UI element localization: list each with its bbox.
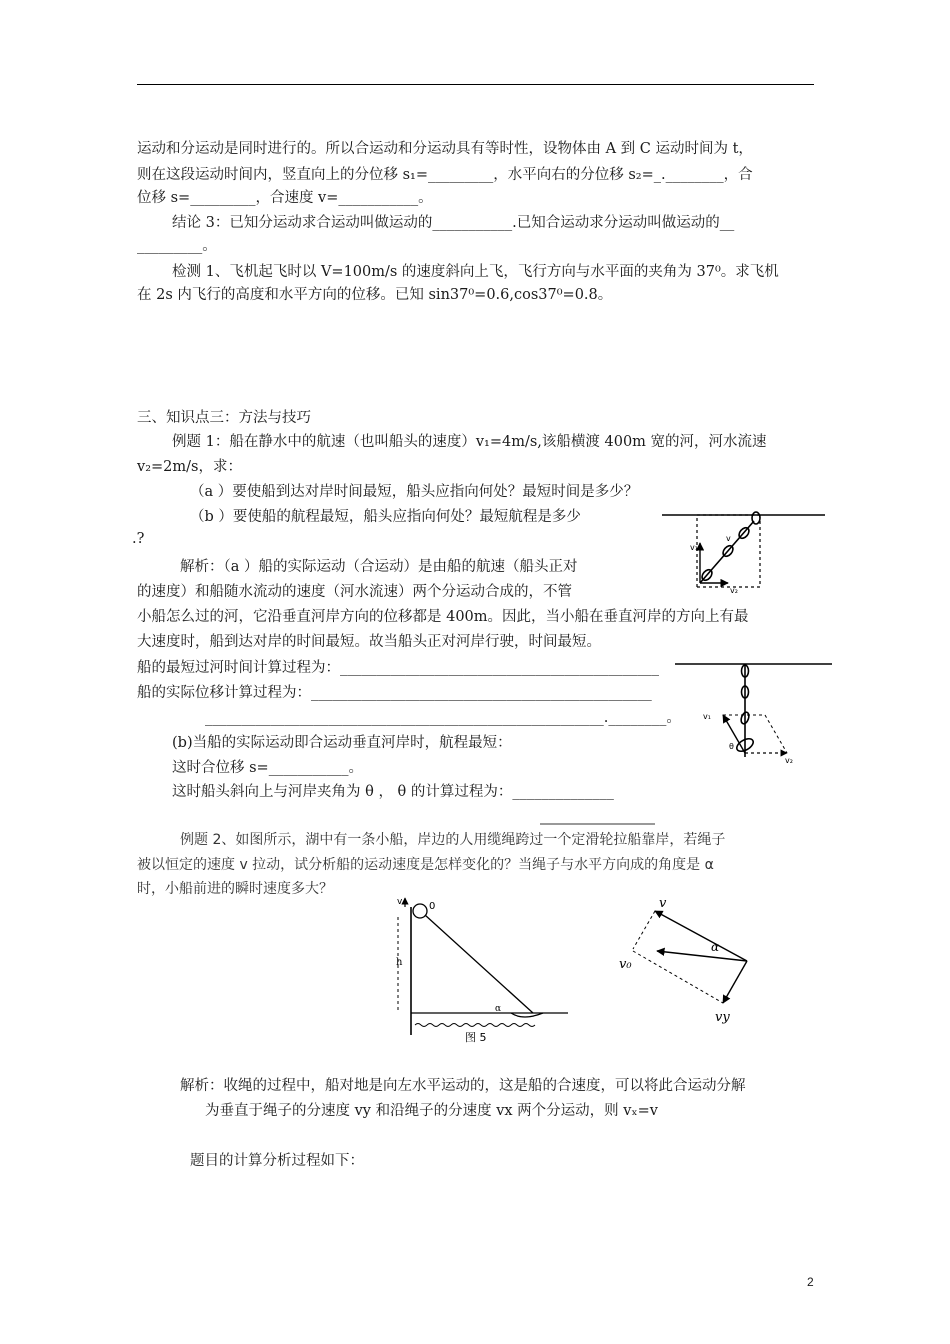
text-line: 的速度）和船随水流动的速度（河水流速）两个分运动合成的，不管 <box>137 584 572 600</box>
v2-label: v₂ <box>785 756 793 765</box>
text-line: v₂=2m/s，求： <box>137 459 242 475</box>
o-label: 0 <box>429 901 436 912</box>
h-label: h <box>396 957 403 968</box>
figure-velocity-decomposition <box>615 895 760 1025</box>
text-line: 为垂直于绳子的分速度 vy 和沿绳子的分速度 vx 两个分运动，则 vₓ=v <box>205 1103 658 1119</box>
text-line: 解析：收绳的过程中，船对地是向左水平运动的，这是船的合速度，可以将此合运动分解 <box>180 1078 746 1094</box>
text-line: 船的实际位移计算过程为：_______________________________________________ <box>137 685 652 701</box>
alpha-label: α <box>711 940 720 954</box>
v-label: v <box>726 534 731 543</box>
text-line: 位移 s=_________，合速度 v=___________。 <box>137 190 433 206</box>
vy-label: vy <box>715 1010 730 1025</box>
v-label: v <box>659 896 667 911</box>
v-arrow <box>655 911 747 961</box>
text-line: 结论 3：已知分运动求合运动叫做运动的___________.已知合运动求分运动叫做运动的__ <box>172 215 735 231</box>
alpha-label: α <box>495 1004 502 1014</box>
section-heading: 三、知识点三：方法与技巧 <box>137 410 311 426</box>
text-line: (b)当船的实际运动即合运动垂直河岸时，航程最短： <box>172 735 512 751</box>
v1-label: v₁ <box>690 543 698 552</box>
text-line: 例题 1：船在静水中的航速（也叫船头的速度）v₁=4m/s,该船横渡 400m 宽的河，河水流速 <box>172 434 767 450</box>
v2-label: v₂ <box>730 586 738 595</box>
figure-rope-boat <box>393 895 578 1045</box>
text-line: 例题 2、如图所示，湖中有一条小船，岸边的人用缆绳跨过一个定滑轮拉船靠岸，若绳子 <box>180 832 726 848</box>
v1-label: v₁ <box>703 712 711 721</box>
theta-label: θ <box>729 742 734 751</box>
text-line: _________。 <box>137 238 217 254</box>
text-line: 小船怎么过的河，它沿垂直河岸方向的位移都是 400m。因此，当小船在垂直河岸的方向上有最 <box>137 609 749 625</box>
text-line: 则在这段运动时间内，竖直向上的分位移 s₁=_________，水平向右的分位移 s₂=_.________，合 <box>137 167 753 183</box>
figure-boat-shortest-time <box>662 505 827 595</box>
text-line: 运动和分运动是同时进行的。所以合运动和分运动具有等时性，设物体由 A 到 C 运动时间为 t， <box>137 141 753 157</box>
text-line: 题目的计算分析过程如下： <box>190 1153 364 1169</box>
text-line: 被以恒定的速度 v 拉动，试分析船的运动速度是怎样变化的？当绳子与水平方向成的角度是 α <box>137 857 714 873</box>
stray-rule <box>540 820 660 828</box>
text-line: .? <box>132 531 145 547</box>
v0-label: v₀ <box>619 957 632 972</box>
water-waves <box>415 1024 535 1027</box>
text-line: （b ）要使船的航程最短，船头应指向何处？最短航程是多少 <box>190 509 581 525</box>
vy-arrow <box>723 961 747 1003</box>
figure-boat-shortest-path <box>675 657 835 769</box>
figure-caption: 图 5 <box>465 1031 487 1044</box>
text-line: 解析：（a ）船的实际运动（合运动）是由船的航速（船头正对 <box>180 559 578 575</box>
rope <box>425 915 533 1013</box>
text-line: 检测 1、飞机起飞时以 V=100m/s 的速度斜向上飞，飞行方向与水平面的夹角为 37⁰。求飞机 <box>172 264 779 280</box>
text-line: 大速度时，船到达对岸的时间最短。故当船头正对河岸行驶，时间最短。 <box>137 634 601 650</box>
resultant-path <box>700 521 754 583</box>
page-number: 2 <box>807 1275 814 1289</box>
boat-icon <box>752 512 760 524</box>
pulley-icon <box>413 904 427 918</box>
v-label: v <box>397 897 403 907</box>
text-line: 在 2s 内飞行的高度和水平方向的位移。已知 sin37⁰=0.6,cos37⁰=0.8。 <box>137 287 613 303</box>
header-rule <box>137 84 814 85</box>
text-line: 这时合位移 s=___________。 <box>172 760 363 776</box>
v0-arrow <box>657 951 747 961</box>
text-line: _______________________________________________________.________。 <box>205 710 681 726</box>
text-line: 船的最短过河时间计算过程为：____________________________________________ <box>137 660 659 676</box>
text-line: （a ）要使船到达对岸时间最短，船头应指向何处？最短时间是多少？ <box>190 484 639 500</box>
text-line: 时，小船前进的瞬时速度多大？ <box>137 881 333 897</box>
text-line: 这时船头斜向上与河岸夹角为 θ ， θ 的计算过程为：______________ <box>172 784 614 800</box>
